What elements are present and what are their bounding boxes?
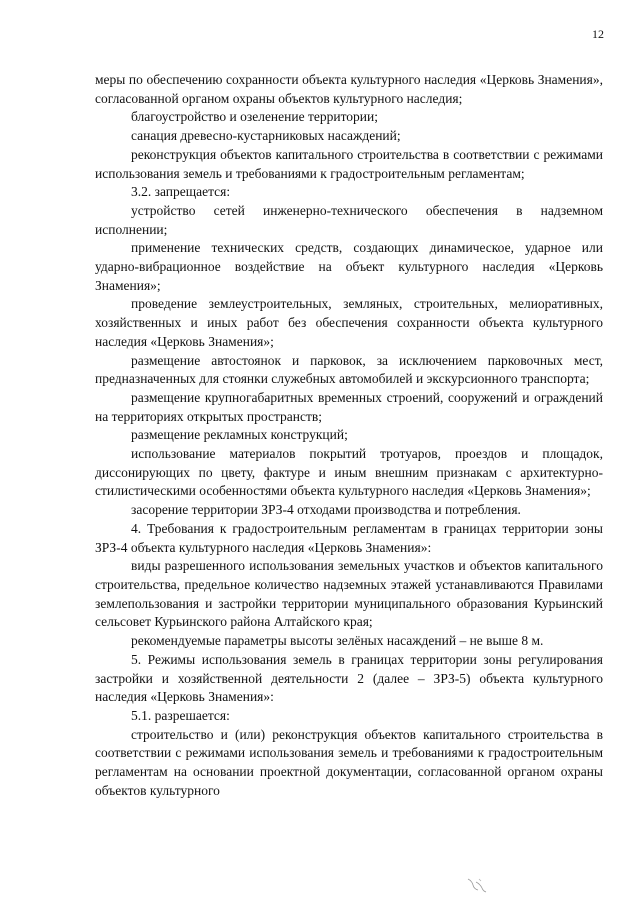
paragraph: размещение крупногабаритных временных строений, сооружений и ограждений на территориях открытых пространств; — [95, 389, 603, 424]
paragraph: строительство и (или) реконструкция объектов капитального строительства в соответствии с режимами использования земель и требованиями к градостроительным регламентам на основании проектной документации, согласованной органом охраны объектов культурного — [95, 726, 603, 798]
paragraph: санация древесно-кустарниковых насаждений; — [131, 128, 401, 144]
section-heading: 4. Требования к градостроительным регламентам в границах территории зоны ЗРЗ-4 объекта культурного наследия «Церковь Знамения»: — [95, 520, 603, 555]
section-heading: 3.2. запрещается: — [131, 184, 231, 200]
paragraph: устройство сетей инженерно-технического обеспечения в надземном исполнении; — [95, 202, 603, 237]
paragraph: реконструкция объектов капитального строительства в соответствии с режимами использования земель и требованиями к градостроительным регламентам; — [95, 146, 603, 181]
paragraph: использование материалов покрытий тротуаров, проездов и площадок, диссонирующих по цвету, фактуре и иным внешним признакам с архитектурно-стилистическими особенностями объекта культурного наследия «Церковь Знамения»; — [95, 446, 603, 499]
paragraph: рекомендуемые параметры высоты зелёных насаждений – не выше 8 м. — [131, 633, 544, 649]
pen-mark-icon — [466, 876, 488, 894]
paragraph: меры по обеспечению сохранности объекта культурного наследия «Церковь Знамения», согласованной органом охраны объектов культурного наследия; — [95, 72, 603, 106]
paragraph: размещение автостоянок и парковок, за исключением парковочных мест, предназначенных для стоянки служебных автомобилей и экскурсионного транспорта; — [95, 352, 603, 387]
paragraph: применение технических средств, создающих динамическое, ударное или ударно-вибрационное воздействие на объект культурного наследия «Церковь Знамения»; — [95, 240, 603, 293]
paragraph: проведение землеустроительных, земляных, строительных, мелиоративных, хозяйственных и иных работ без обеспечения сохранности объекта культурного наследия «Церковь Знамения»; — [95, 296, 603, 349]
paragraph: засорение территории ЗРЗ-4 отходами производства и потребления. — [131, 502, 521, 518]
page-number: 12 — [592, 27, 604, 41]
document-body — [95, 71, 603, 800]
section-heading: 5.1. разрешается: — [131, 707, 230, 723]
paragraph: размещение рекламных конструкций; — [131, 427, 348, 443]
paragraph: виды разрешенного использования земельных участков и объектов капитального строительства, предельное количество надземных этажей устанавливаются Правилами землепользования и застройки территории муниципального образования Курьинский сельсовет Курьинского района Алтайского края; — [95, 558, 603, 630]
section-heading: 5. Режимы использования земель в границах территории зоны регулирования застройки и хозяйственной деятельности 2 (далее – ЗРЗ-5) объекта культурного наследия «Церковь Знамения»: — [95, 651, 603, 705]
paragraph: благоустройство и озеленение территории; — [131, 109, 379, 125]
